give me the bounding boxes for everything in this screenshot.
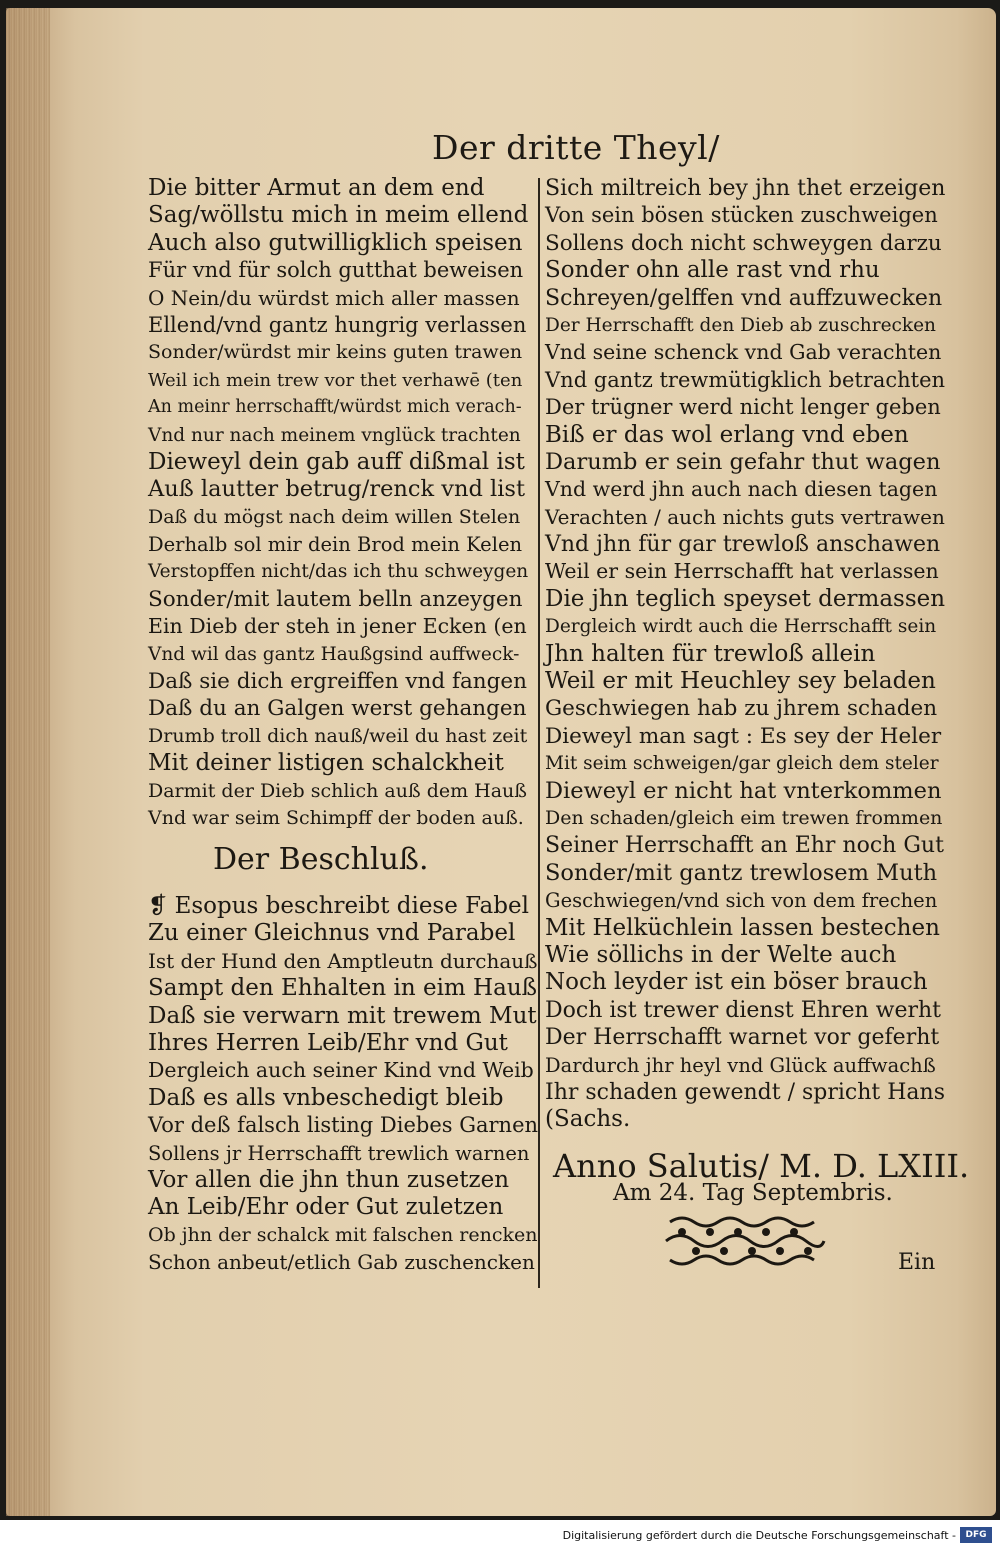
- verse-line: Biß er das wol erlang vnd eben: [545, 421, 909, 448]
- verse-line: Drumb troll dich nauß/weil du hast zeit: [148, 724, 528, 747]
- verse-line: Vnd wil das gantz Haußgsind auffweck-: [148, 643, 520, 665]
- verse-line: Den schaden/gleich eim trewen frommen: [545, 806, 943, 829]
- verse-line: Sonder/mit gantz trewlosem Muth: [545, 859, 938, 886]
- verse-line: Vor deß falsch listing Diebes Garnen: [148, 1113, 539, 1138]
- verse-line: Die jhn teglich speyset dermassen: [545, 585, 946, 612]
- right-column: [545, 175, 945, 1134]
- verse-line: Dieweyl man sagt : Es sey der Heler: [545, 723, 942, 749]
- verse-line: Jhn halten für trewloß allein: [545, 640, 876, 667]
- verse-line: Dieweyl dein gab auff dißmal ist: [148, 448, 525, 475]
- verse-line: Sonder ohn alle rast vnd rhu: [545, 257, 880, 284]
- page-edge: [6, 8, 50, 1516]
- verse-line: Mit Helküchlein lassen bestechen: [545, 914, 940, 941]
- verse-line: Vnd war seim Schimpff der boden auß.: [148, 806, 524, 829]
- verse-line: Dergleich auch seiner Kind vnd Weib: [148, 1058, 534, 1083]
- verse-line: Vnd nur nach meinem vnglück trachten: [148, 424, 521, 446]
- verse-line: Vor allen die jhn thun zusetzen: [148, 1166, 510, 1193]
- verse-line: Sollens doch nicht schweygen darzu: [545, 230, 942, 256]
- verse-line: Sag/wöllstu mich in meim ellend: [148, 202, 529, 229]
- verse-line: Ellend/vnd gantz hungrig verlassen: [148, 312, 527, 337]
- column-rule: [538, 178, 540, 1288]
- verse-line: Zu einer Gleichnus vnd Parabel: [148, 920, 516, 947]
- verse-line: Noch leyder ist ein böser brauch: [545, 969, 928, 996]
- verse-line: Dieweyl er nicht hat vnterkommen: [545, 777, 942, 804]
- verse-line: Für vnd für solch gutthat beweisen: [148, 258, 524, 283]
- verse-line: Derhalb sol mir dein Brod mein Kelen: [148, 533, 523, 557]
- printer-ornament-icon: [662, 1212, 828, 1270]
- verse-line: Geschwiegen/vnd sich von dem frechen: [545, 889, 938, 913]
- verse-line: Dardurch jhr heyl vnd Glück auffwachß: [545, 1053, 936, 1077]
- verse-line: An meinr herrschafft/würdst mich verach-: [148, 397, 522, 418]
- colophon-date: Am 24. Tag Septembris.: [613, 1180, 893, 1206]
- verse-line: Verachten / auch nichts guts vertrawen: [545, 504, 945, 529]
- anno-salutis: Anno Salutis/ M. D. LXIII.: [553, 1147, 970, 1185]
- verse-line: Von sein bösen stücken zuschweigen: [545, 203, 938, 228]
- verse-line: Sampt den Ehhalten in eim Hauß: [148, 975, 537, 1002]
- verse-line: Sonder/würdst mir keins guten trawen: [148, 341, 523, 364]
- verse-line: Darmit der Dieb schlich auß dem Hauß: [148, 779, 527, 802]
- verse-line: Mit seim schweigen/gar gleich dem steler: [545, 753, 939, 775]
- verse-line: An Leib/Ehr oder Gut zuletzen: [148, 1194, 504, 1221]
- dfg-logo: DFG: [960, 1527, 992, 1543]
- verse-line: Ist der Hund den Amptleutn durchauß: [148, 948, 538, 973]
- verse-line: Sich miltreich bey jhn thet erzeigen: [545, 176, 946, 201]
- verse-line: Ein Dieb der steh in jener Ecken (en: [148, 614, 527, 639]
- verse-line: Ihr schaden gewendt / spricht Hans: [545, 1079, 945, 1105]
- footer: [0, 1520, 1000, 1551]
- verse-line: Daß sie verwarn mit trewem Mut: [148, 1002, 537, 1029]
- catchword: Ein: [898, 1250, 936, 1275]
- verse-line: Darumb er sein gefahr thut wagen: [545, 448, 941, 475]
- verse-line: Dergleich wirdt auch die Herrschafft sein: [545, 616, 937, 638]
- verse-line: Die bitter Armut an dem end: [148, 175, 485, 201]
- verse-line: Auch also gutwilligklich speisen: [148, 229, 523, 256]
- verse-line: Daß sie dich ergreiffen vnd fangen: [148, 669, 527, 695]
- verse-line: Vnd werd jhn auch nach diesen tagen: [545, 477, 938, 502]
- verse-line: Geschwiegen hab zu jhrem schaden: [545, 696, 938, 722]
- verse-line: Weil er sein Herrschafft hat verlassen: [545, 559, 939, 584]
- verse-line: Daß es alls vnbeschedigt bleib: [148, 1084, 504, 1111]
- verse-line: Sonder/mit lautem belln anzeygen: [148, 586, 523, 612]
- verse-line: O Nein/du würdst mich aller massen: [148, 285, 520, 310]
- verse-line: ❡ Esopus beschreibt diese Fabel: [148, 893, 529, 919]
- verse-line: Ob jhn der schalck mit falschen rencken: [148, 1223, 538, 1246]
- verse-line: (Sachs.: [545, 1106, 631, 1133]
- verse-line: Daß du an Galgen werst gehangen: [148, 696, 527, 722]
- verse-line: Vnd seine schenck vnd Gab verachten: [545, 340, 942, 365]
- verse-line: Der Herrschafft den Dieb ab zuschrecken: [545, 314, 936, 336]
- verse-line: Der Herrschafft warnet vor geferht: [545, 1025, 940, 1051]
- verse-line: Wie söllichs in der Welte auch: [545, 941, 897, 968]
- verse-line: Ihres Herren Leib/Ehr vnd Gut: [148, 1029, 508, 1056]
- verse-line: Seiner Herrschafft an Ehr noch Gut: [545, 833, 944, 859]
- verse-line: Mit deiner listigen schalckheit: [148, 750, 504, 777]
- verse-line: Sollens jr Herrschafft trewlich warnen: [148, 1141, 530, 1165]
- verse-line: Daß du mögst nach deim willen Stelen: [148, 505, 521, 528]
- verse-line: Verstopffen nicht/das ich thu schweygen: [148, 561, 529, 583]
- section-heading: Der Beschluß.: [213, 842, 429, 877]
- verse-line: Doch ist trewer dienst Ehren werht: [545, 997, 941, 1023]
- verse-line: Schreyen/gelffen vnd auffzuwecken: [545, 285, 943, 311]
- left-column: [148, 175, 528, 832]
- funding-notice: Digitalisierung gefördert durch die Deutsche Forschungsgemeinschaft -: [562, 1529, 956, 1542]
- verse-line: Vnd gantz trewmütigklich betrachten: [545, 367, 946, 392]
- running-header: Der dritte Theyl/: [432, 128, 720, 167]
- verse-line: Weil er mit Heuchley sey beladen: [545, 668, 936, 695]
- verse-line: Auß lautter betrug/renck vnd list: [148, 476, 526, 503]
- verse-line: Vnd jhn für gar trewloß anschawen: [545, 532, 941, 558]
- verse-line: Schon anbeut/etlich Gab zuschencken: [148, 1250, 535, 1275]
- verse-line: Der trügner werd nicht lenger geben: [545, 395, 941, 420]
- left-column-conclusion: [148, 893, 538, 1276]
- verse-line: Weil ich mein trew vor thet verhawē (ten: [148, 369, 523, 391]
